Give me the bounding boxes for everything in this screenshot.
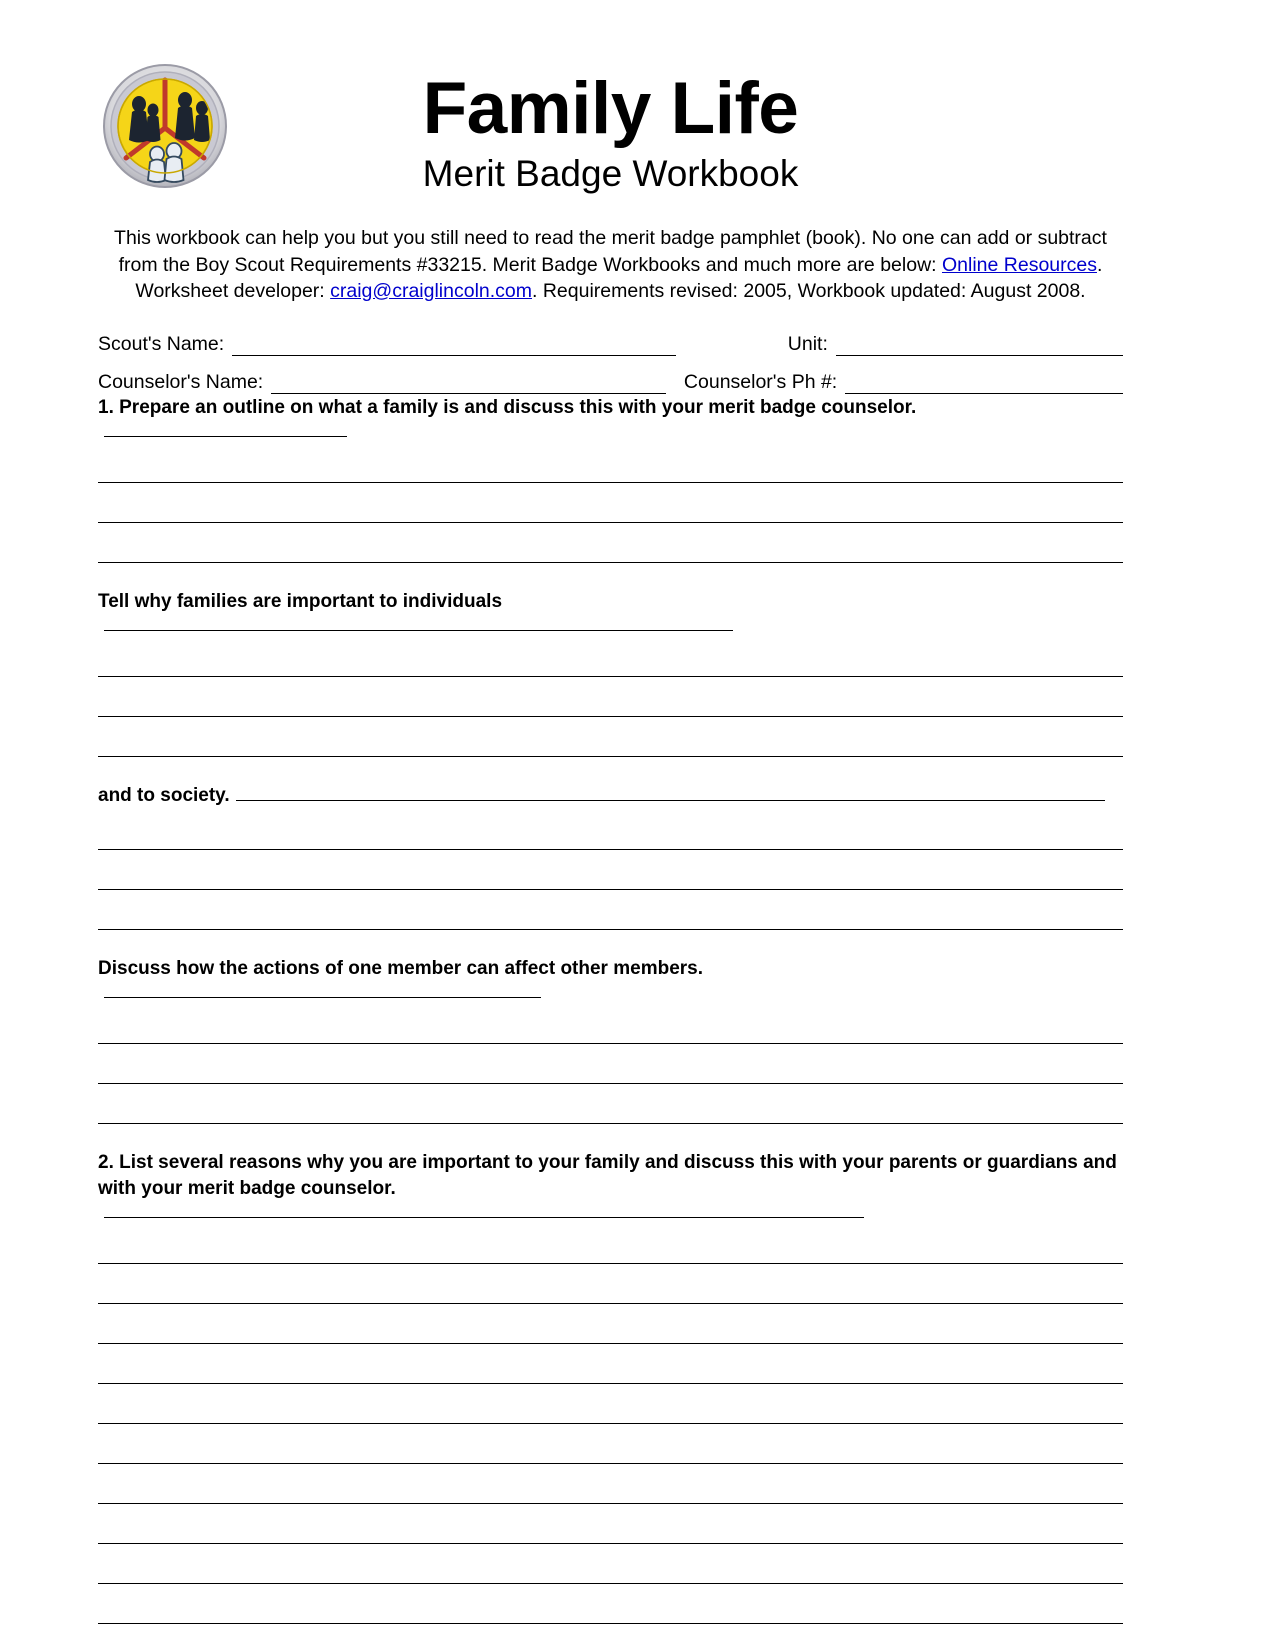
answer-line[interactable] (98, 889, 1123, 890)
requirement-2 (98, 1150, 1123, 1650)
unit-label: Unit: (787, 333, 828, 355)
answer-line[interactable] (98, 929, 1123, 930)
requirement-1c-text: Discuss how the actions of one member can affect other members. (98, 958, 703, 979)
requirements-list (98, 395, 1123, 1650)
requirement-2-answer-inline[interactable] (104, 1202, 864, 1218)
answer-line[interactable] (98, 482, 1123, 483)
page-title: Family Life (422, 68, 799, 149)
requirement-1c-answer-lines (98, 1043, 1123, 1124)
requirement-1-answer-inline[interactable] (104, 421, 347, 437)
counselor-name-input[interactable] (271, 376, 666, 394)
counselor-name-label: Counselor's Name: (98, 371, 264, 393)
answer-line[interactable] (98, 1083, 1123, 1084)
requirement-1b-answer-lines (98, 849, 1123, 930)
form-row-scout (98, 318, 1123, 356)
requirement-1b-answer-inline[interactable] (236, 785, 1105, 801)
answer-line[interactable] (98, 849, 1123, 850)
requirement-2-text: 2. List several reasons why you are important to your family and discuss this with your parents or guardians and with your merit badge counselor. (98, 1152, 1117, 1199)
answer-line[interactable] (98, 1503, 1123, 1504)
answer-line[interactable] (98, 676, 1123, 677)
requirement-1b-prompt (98, 783, 1123, 809)
title-block (98, 68, 1123, 195)
unit-input[interactable] (836, 338, 1123, 356)
answer-line[interactable] (98, 756, 1123, 757)
requirement-1c-answer-inline[interactable] (104, 982, 541, 998)
developer-text-part2: . Requirements revised: 2005, Workbook updated: August 2008. (532, 280, 1086, 302)
requirement-1 (98, 395, 1123, 563)
scout-name-label: Scout's Name: (98, 333, 225, 355)
form-row-counselor (98, 356, 1123, 394)
requirement-1b (98, 783, 1123, 930)
requirement-1b-text: and to society. (98, 785, 230, 806)
requirement-2-answer-lines (98, 1263, 1123, 1650)
answer-line[interactable] (98, 716, 1123, 717)
online-resources-link[interactable]: Online Resources (941, 253, 1097, 276)
scout-name-input[interactable] (232, 338, 676, 356)
answer-line[interactable] (98, 1623, 1123, 1624)
requirement-1a-text: Tell why families are important to individuals (98, 591, 503, 612)
counselor-phone-input[interactable] (845, 376, 1123, 394)
requirement-1a-answer-inline[interactable] (104, 615, 733, 631)
answer-line[interactable] (98, 1583, 1123, 1584)
requirement-1-text: 1. Prepare an outline on what a family is and discuss this with your merit badge counselor. (98, 397, 917, 418)
answer-line[interactable] (98, 1543, 1123, 1544)
answer-line[interactable] (98, 1463, 1123, 1464)
developer-email-link[interactable]: craig@craiglincoln.com (330, 280, 533, 302)
intro-text-part1: This workbook can help you but you still need to read the merit badge pamphlet (book). No one can add or subtract from the Boy Scout Requirements #33215. Merit Badge Workbooks and much more are below: (114, 227, 1107, 276)
requirement-1-prompt (98, 395, 1123, 442)
answer-line[interactable] (98, 1383, 1123, 1384)
requirement-1a (98, 589, 1123, 757)
answer-line[interactable] (98, 562, 1123, 563)
answer-line[interactable] (98, 522, 1123, 523)
requirement-1a-answer-lines (98, 676, 1123, 757)
requirement-1c-prompt (98, 956, 1123, 1003)
page-subtitle: Merit Badge Workbook (422, 153, 799, 195)
form-fields (98, 318, 1123, 394)
answer-line[interactable] (98, 1423, 1123, 1424)
intro-paragraph (98, 225, 1123, 305)
requirement-1a-prompt (98, 589, 1123, 636)
answer-line[interactable] (98, 1043, 1123, 1044)
answer-line[interactable] (98, 1343, 1123, 1344)
page-header (98, 0, 1123, 230)
developer-text-part1: Worksheet developer: (135, 280, 331, 302)
answer-line[interactable] (98, 1123, 1123, 1124)
answer-line[interactable] (98, 1263, 1123, 1264)
intro-text-part2: . (1096, 253, 1103, 276)
answer-line[interactable] (98, 1303, 1123, 1304)
requirement-1c (98, 956, 1123, 1124)
requirement-2-prompt (98, 1150, 1123, 1223)
counselor-phone-label: Counselor's Ph #: (683, 371, 838, 393)
page-content (98, 0, 1123, 1199)
requirement-1-answer-lines (98, 482, 1123, 563)
